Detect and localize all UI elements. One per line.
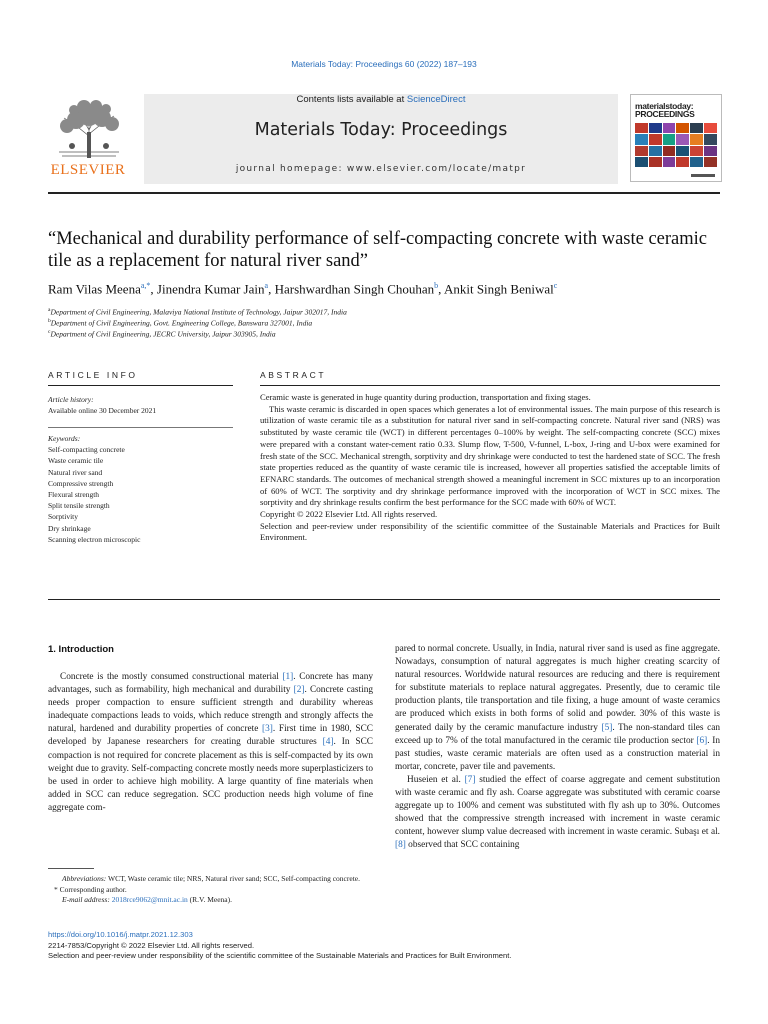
- issn-copyright: 2214-7853/Copyright © 2022 Elsevier Ltd. All rights reserved.: [48, 940, 255, 950]
- journal-citation-link[interactable]: Materials Today: Proceedings 60 (2022) 187–193: [291, 59, 477, 69]
- journal-cover-thumbnail[interactable]: [630, 94, 722, 182]
- abstract-paragraph: Ceramic waste is generated in huge quantity during production, transportation and fixing stages.: [260, 392, 591, 402]
- keywords-block: [48, 433, 233, 545]
- masthead: [48, 94, 720, 184]
- body-paragraph: pared to normal concrete. Usually, in India, natural river sand is used as fine aggregate. Nowadays, consumption of natural aggregates is much higher creating scarcity of natural resources. Worldwide natural resources are reducing and there is requirement for substitute materials to replace natural aggregates. Presently, due to ceramic tile production plants, tile transportation and tile fixing, a huge amount of waste ceramics are produced which exists in both forms of solid and powder. 30% of this waste is generated daily by the ceramic manufacture industry [5]. The non-standard tiles can exceed up to 7% of the total manufactured in the ceramic tile production sector [6]. In past studies, waste ceramic materials are often used as a construction material in mortar, concrete, paver tile and pavements.: [395, 644, 720, 772]
- keywords-label: Keywords:: [48, 434, 81, 443]
- keyword: Scanning electron microscopic: [48, 534, 141, 544]
- reference-link[interactable]: [6]: [696, 735, 708, 746]
- author-name: Harshwardhan Singh Chouhan: [274, 281, 435, 297]
- abstract-copyright: Copyright © 2022 Elsevier Ltd. All rights reserved.: [260, 509, 438, 520]
- cover-footer-mark: [691, 174, 715, 177]
- abstract-paragraph: This waste ceramic is discarded in open spaces which generates a lot of environmental issues. The main purpose of this research is utilization of waste ceramic tile as a substitution for natural river sand in self-compacting concrete. Natural river sand (NRS) was substituted by waste ceramic tile (WCT) in different percentages 0–100% by weight. The self-compacting concrete (SCC) mixes were prepared with a constant water-cement ratio 0.33. Slump flow, T-500, V-funnel, L-box, J-ring and U-box were examined for fresh state of the SCC. Mechanical strength, sorptivity and dry shrinkage were conducted to test the hardened state of SCC. The fresh state properties reduced as the quantity of waste ceramic tile is increased, however all properties satisfied the acceptable limits of EFNARC standards. The outcomes of mechanical strength showed a meaningful increment in SCC mixtures up to an incorporation of 60% of WCT. The sorptivity and dry shrinkage performance improved with the incorporation of WCT in SCC mixes. The sorptivity and dry shrinkage results confirm the best performance for the SCC made with 60% of WCT.: [260, 403, 720, 508]
- abbreviations-footnote: Abbreviations: WCT, Waste ceramic tile; NRS, Natural river sand; SCC, Self-compacting concrete.: [62, 874, 360, 883]
- reference-link[interactable]: [8]: [395, 840, 406, 851]
- author-affil-mark[interactable]: a: [264, 281, 269, 290]
- affiliation: $^c$Department of Civil Engineering, JECRC University, Jaipur 303905, India: [48, 329, 276, 339]
- keyword: Sorptivity: [48, 512, 79, 522]
- author-list: Ram Vilas Meena$^{a,*}$, Jinendra Kumar Jain$^a$, Harshwardhan Singh Chouhan$^b$, Ankit Singh Beniwal$^c$: [48, 281, 558, 297]
- abstract-rule: [260, 385, 720, 386]
- body-paragraph: Huseien et al. [7] studied the effect of coarse aggregate and cement substitution with waste ceramic and fly ash. Coarse aggregate was substituted with ceramic coarse aggregate up to 100% and cement was substituted with fly ash up to 30%. Outcomes showed that the compressive strength increased with increment in waste ceramic content, however slump value decreased with increment in waste ceramic. Subaşı et al. [8] observed that SCC containing: [395, 774, 720, 851]
- author-email-link[interactable]: 2018rce9062@mnit.ac.in: [111, 895, 188, 905]
- corresponding-author-note: * Corresponding author.: [54, 884, 127, 894]
- author-name: Jinendra Kumar Jain: [156, 281, 265, 297]
- author-affil-mark[interactable]: c: [553, 281, 558, 290]
- email-footnote: E-mail address: 2018rce9062@mnit.ac.in (R.V. Meena).: [62, 895, 233, 905]
- body-column-right: [395, 643, 720, 853]
- article-history: [48, 394, 233, 416]
- masthead-divider: [48, 192, 720, 194]
- keyword: Natural river sand: [48, 467, 103, 477]
- journal-header-box: [144, 94, 618, 184]
- elsevier-wordmark: ELSEVIER: [50, 162, 126, 178]
- keyword: Waste ceramic tile: [48, 456, 104, 466]
- author-affil-mark[interactable]: a,*: [140, 281, 151, 290]
- reference-link[interactable]: [3]: [262, 724, 273, 735]
- abstract-selection-note: Selection and peer-review under responsibility of the scientific committee of the Sustainable Materials and Practices for Built Environment.: [260, 520, 720, 543]
- contents-prefix: Contents lists available at: [296, 94, 407, 105]
- article-info-heading: ARTICLE INFO: [48, 370, 138, 380]
- cover-image-mosaic: [635, 123, 717, 167]
- author-name: Ram Vilas Meena: [48, 281, 141, 297]
- article-info-divider: [48, 427, 233, 428]
- keyword: Dry shrinkage: [48, 523, 91, 533]
- reference-link[interactable]: [5]: [601, 722, 613, 733]
- front-matter-divider: [48, 599, 720, 600]
- sciencedirect-link[interactable]: ScienceDirect: [406, 94, 466, 105]
- body-column-left: [48, 671, 373, 815]
- article-info-rule: [48, 385, 233, 386]
- affiliation: $^a$Department of Civil Engineering, Malaviya National Institute of Technology, Jaipur 302017, India: [48, 307, 347, 317]
- keyword: Compressive strength: [48, 478, 114, 488]
- elsevier-logo[interactable]: [48, 94, 128, 184]
- author-name: Ankit Singh Beniwal: [443, 281, 554, 297]
- bottom-selection-note: Selection and peer-review under responsibility of the scientific committee of the Sustainable Materials and Practices for Built Environment.: [48, 951, 512, 961]
- cover-title: materialstoday: PROCEEDINGS: [635, 101, 695, 119]
- keyword: Self-compacting concrete: [48, 445, 125, 455]
- doi-link[interactable]: https://doi.org/10.1016/j.matpr.2021.12.303: [48, 930, 193, 939]
- keyword: Flexural strength: [48, 490, 100, 500]
- section-heading-introduction: 1. Introduction: [48, 644, 114, 655]
- elsevier-tree-icon: [54, 96, 124, 160]
- contents-available-line: [144, 94, 618, 105]
- body-paragraph: Concrete is the mostly consumed constructional material [1]. Concrete has many advantages, such as formability, high mechanical and durability [2]. Concrete casting needs proper compaction to ensure sufficient strength and durability whereas inadequate compactions leads to voids, which reduce strength and strongly affects the natural, hardened and durability properties of concrete [3]. First time in 1980, SCC developed by Japanese researchers for creating durable structures [4]. In SCC compaction is not required for concrete placement as this is self-compacted by its own weight due to gravity. Self-compacting concrete mostly needs more superplasticizers to be used in order to achieve high mobility. A large quantity of fine materials when added in SCC can reduce segregation. SCC production needs high volume of fine aggregate com-: [48, 672, 374, 813]
- reference-link[interactable]: [2]: [293, 685, 305, 696]
- keyword: Split tensile strength: [48, 501, 110, 511]
- footnotes: [48, 874, 373, 906]
- history-label: Article history:: [48, 395, 94, 404]
- abstract-body: [260, 392, 720, 544]
- article-title: “Mechanical and durability performance of self-compacting concrete with waste ceramic tile as a replacement for natural river sand”: [48, 229, 708, 271]
- affiliation: $^b$Department of Civil Engineering, Govt. Engineering College, Banswara 327001, India: [48, 318, 313, 328]
- footnote-rule: [48, 868, 94, 869]
- journal-name: Materials Today: Proceedings: [254, 120, 508, 140]
- history-value: Available online 30 December 2021: [48, 406, 157, 416]
- journal-homepage[interactable]: journal homepage: www.elsevier.com/locate/matpr: [235, 164, 527, 174]
- bottom-matter: [48, 930, 748, 962]
- reference-link[interactable]: [1]: [282, 672, 294, 682]
- reference-link[interactable]: [4]: [322, 737, 334, 748]
- reference-link[interactable]: [7]: [464, 774, 476, 785]
- author-affil-mark[interactable]: b: [434, 281, 439, 290]
- abstract-heading: ABSTRACT: [260, 370, 327, 380]
